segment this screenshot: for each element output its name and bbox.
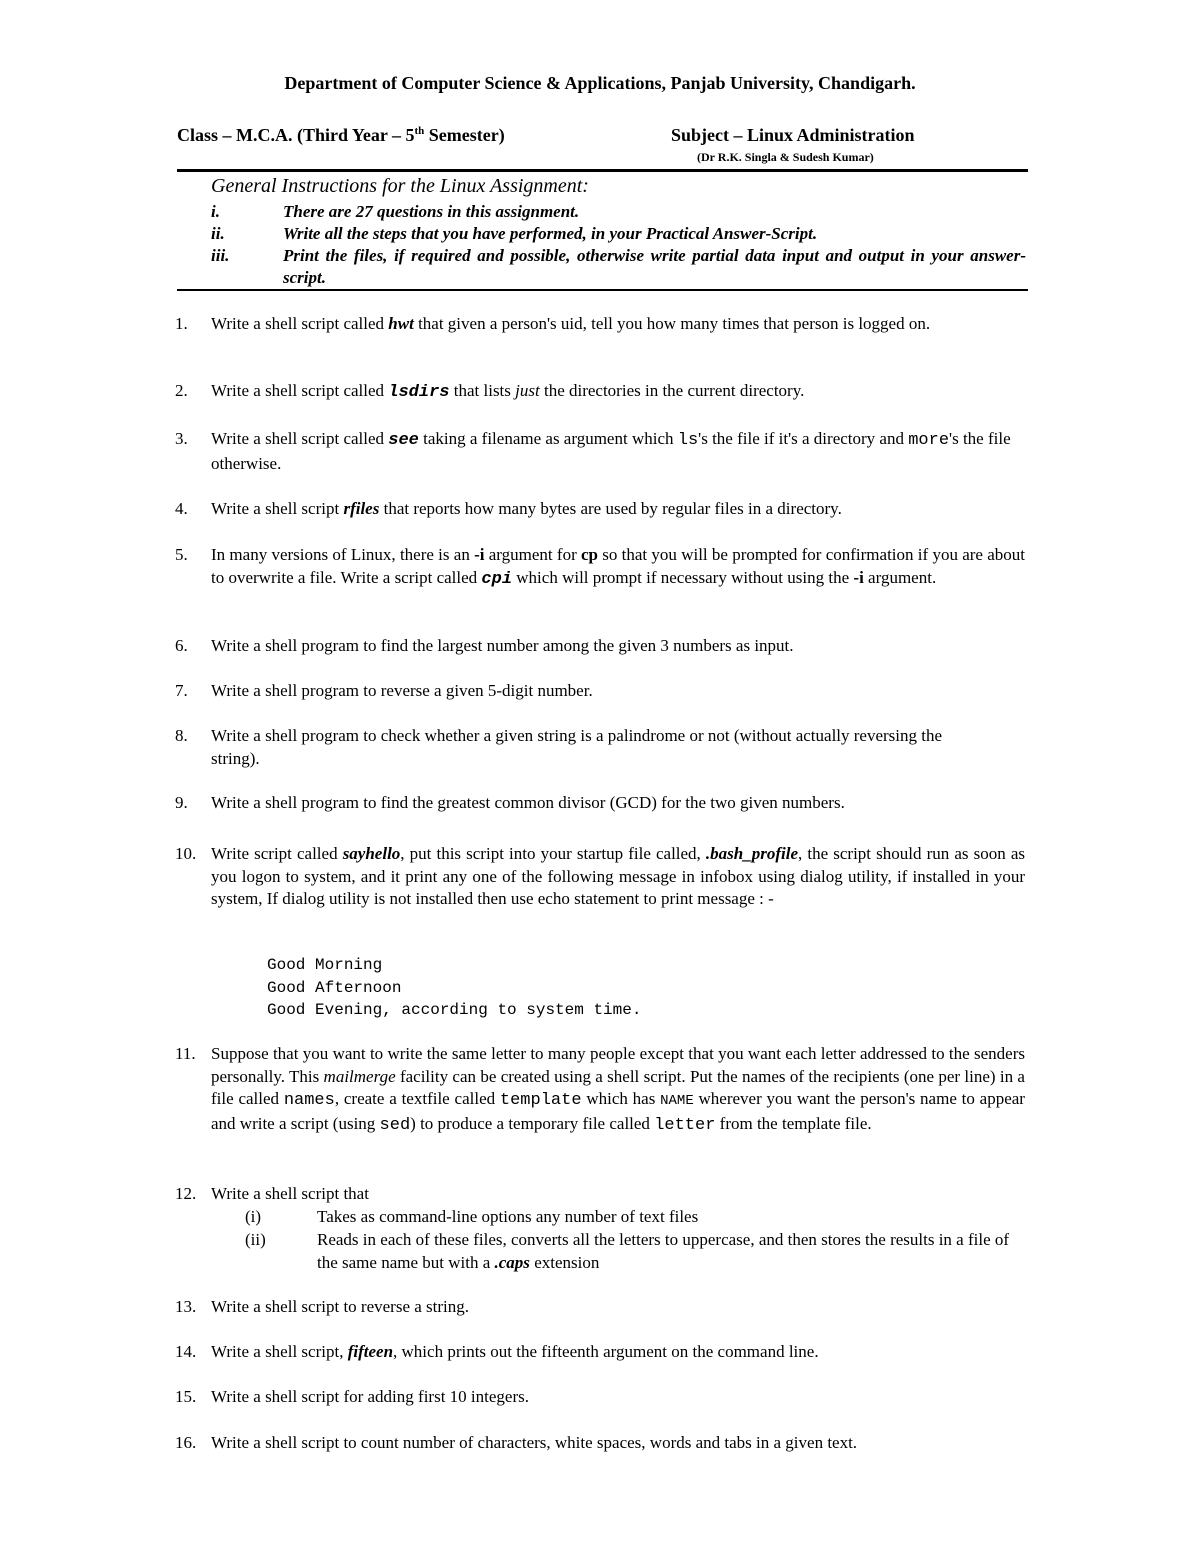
subject-label: Subject – Linux Administration xyxy=(671,125,915,145)
question-number: 1. xyxy=(175,314,188,333)
text-run: In many versions of Linux, there is an xyxy=(211,545,475,564)
greeting-line: Good Afternoon xyxy=(267,979,402,997)
question-number: 7. xyxy=(175,681,188,700)
command-name: cp xyxy=(581,545,599,564)
script-name: see xyxy=(388,431,419,450)
command-name: sed xyxy=(379,1115,411,1135)
question-number: 11. xyxy=(175,1044,196,1063)
text-run: that lists xyxy=(449,381,516,400)
question-10 xyxy=(175,843,1025,911)
text-run: taking a filename as argument which xyxy=(418,429,678,448)
sub-item-text xyxy=(317,1229,1025,1274)
question-15 xyxy=(175,1386,1025,1409)
question-number: 3. xyxy=(175,429,188,448)
text-run: that reports how many bytes are used by regular files in a directory. xyxy=(379,499,842,518)
question-text xyxy=(211,380,1025,405)
text-run: argument. xyxy=(863,567,937,587)
file-name: names xyxy=(283,1091,335,1110)
question-number: 6. xyxy=(175,636,188,655)
question-text xyxy=(211,1043,1025,1137)
question-7 xyxy=(175,680,1025,703)
question-8 xyxy=(175,725,975,770)
question-5 xyxy=(175,544,1025,591)
authors-label: (Dr R.K. Singla & Sudesh Kumar) xyxy=(697,150,874,164)
question-2 xyxy=(175,380,1025,405)
sub-item xyxy=(245,1206,1025,1229)
text-run: Write a shell script called xyxy=(211,381,389,400)
placeholder-token: NAME xyxy=(660,1093,694,1109)
question-number: 15. xyxy=(175,1387,197,1406)
question-11 xyxy=(175,1043,1025,1137)
question-text xyxy=(211,1341,1025,1364)
question-number: 4. xyxy=(175,499,188,518)
instruction-number: ii. xyxy=(211,224,225,243)
question-6 xyxy=(175,635,1025,658)
text-run: Suppose that you want to write the same letter to many people except that you want each letter addressed to the senders personally. This xyxy=(211,1044,1025,1086)
file-extension: .caps xyxy=(494,1252,530,1272)
question-number: 5. xyxy=(175,545,188,564)
question-4 xyxy=(175,498,1025,521)
greeting-line: Good Evening, according to system time. xyxy=(267,1001,642,1019)
instruction-item xyxy=(211,223,1026,245)
question-3 xyxy=(175,428,1025,475)
command-name: ls xyxy=(677,431,699,450)
command-name: more xyxy=(908,431,950,450)
script-name: sayhello xyxy=(342,844,401,863)
top-rule xyxy=(177,169,1028,172)
script-name: fifteen xyxy=(347,1342,394,1361)
script-name: rfiles xyxy=(343,499,380,518)
question-text: Write a shell program to find the largest number among the given 3 numbers as input. xyxy=(211,636,794,655)
question-text: Write a shell script for adding first 10 integers. xyxy=(211,1387,529,1406)
question-text xyxy=(211,843,1025,911)
question-text xyxy=(211,428,1025,475)
text-run: argument for xyxy=(484,545,582,564)
script-name: cpi xyxy=(481,569,513,589)
question-number: 9. xyxy=(175,793,188,812)
text-run: , the script should run as soon as you logon to system, and it print any one of the following message in infobox using dialog utility, if installed in your system, If dialog utility is not installed then use echo statement to print message : - xyxy=(211,844,1025,908)
sub-item-number: (i) xyxy=(245,1207,262,1226)
question-text xyxy=(211,498,1025,521)
instruction-text: There are 27 questions in this assignment. xyxy=(283,202,580,221)
text-run: the directories in the current directory. xyxy=(539,381,805,400)
emphasis-text: mailmerge xyxy=(323,1066,396,1086)
instruction-text: Print the files, if required and possible, otherwise write partial data input and output in your answer-script. xyxy=(283,246,1026,287)
question-14 xyxy=(175,1341,1025,1364)
text-run: ) to produce a temporary file called xyxy=(410,1113,655,1133)
script-name: hwt xyxy=(388,314,414,333)
department-heading: Department of Computer Science & Applications, Panjab University, Chandigarh. xyxy=(284,73,916,93)
text-run: facility can be created using a shell script. Put the names of the recipients (one per line) in a file called xyxy=(211,1066,1025,1108)
question-number: 8. xyxy=(175,726,188,745)
question-12 xyxy=(175,1183,1025,1206)
text-run: Write a shell script called xyxy=(211,314,389,333)
option-flag: -i xyxy=(853,567,864,587)
question-number: 16. xyxy=(175,1433,197,1452)
text-run: 's the file otherwise. xyxy=(211,429,1011,473)
instruction-item xyxy=(211,245,1026,289)
text-run: Write a shell script xyxy=(211,499,344,518)
script-name: lsdirs xyxy=(388,383,450,402)
text-run: Write script called xyxy=(211,844,343,863)
text-run: , which prints out the fifteenth argument on the command line. xyxy=(393,1342,819,1361)
question-number: 12. xyxy=(175,1184,197,1203)
question-text: Write a shell program to find the greatest common divisor (GCD) for the two given numbers. xyxy=(211,793,845,812)
text-run: which has xyxy=(581,1089,661,1108)
text-run: extension xyxy=(529,1252,600,1272)
file-name: template xyxy=(499,1091,582,1110)
sub-item xyxy=(245,1229,1025,1274)
question-1 xyxy=(175,313,1025,336)
question-text xyxy=(211,313,1025,336)
text-run: , put this script into your startup file called, xyxy=(400,844,706,863)
question-number: 2. xyxy=(175,381,188,400)
class-label xyxy=(177,125,505,146)
file-name: .bash_profile xyxy=(705,844,799,863)
option-flag: -i xyxy=(474,545,485,564)
question-text: Write a shell program to reverse a given 5-digit number. xyxy=(211,681,593,700)
question-13 xyxy=(175,1296,1025,1319)
text-run: that given a person's uid, tell you how many times that person is logged on. xyxy=(413,314,931,333)
text-run: so that you will be prompted for confirmation if you are about to overwrite a file. Write a script called xyxy=(211,545,1025,587)
text-run: wherever you want the person's name to appear and write a script (using xyxy=(211,1089,1025,1133)
question-9 xyxy=(175,792,1025,815)
question-number: 10. xyxy=(175,844,197,863)
class-superscript: th xyxy=(414,125,425,137)
class-suffix: Semester) xyxy=(424,125,505,145)
greeting-line: Good Morning xyxy=(267,956,383,974)
bottom-rule xyxy=(177,289,1028,291)
text-run: Write a shell script, xyxy=(211,1342,348,1361)
sub-item-text: Takes as command-line options any number of text files xyxy=(317,1207,699,1226)
file-name: letter xyxy=(654,1115,716,1135)
question-text: Write a shell script that xyxy=(211,1184,369,1203)
text-run: from the template file. xyxy=(715,1113,872,1133)
question-text: Write a shell script to count number of characters, white spaces, words and tabs in a given text. xyxy=(211,1433,858,1452)
text-run: , create a textfile called xyxy=(334,1089,500,1108)
text-run: Reads in each of these files, converts all the letters to uppercase, and then stores the results in a file of the same name but with a xyxy=(317,1230,1010,1272)
instruction-number: i. xyxy=(211,202,220,221)
question-text: Write a shell program to check whether a given string is a palindrome or not (without actually reversing the string). xyxy=(211,726,943,768)
question-text: Write a shell script to reverse a string. xyxy=(211,1297,470,1316)
instructions-title: General Instructions for the Linux Assignment: xyxy=(211,175,589,197)
question-16 xyxy=(175,1432,1025,1455)
question-text xyxy=(211,544,1025,591)
instruction-number: iii. xyxy=(211,246,230,265)
instruction-item xyxy=(211,201,1026,223)
instruction-text: Write all the steps that you have performed, in your Practical Answer-Script. xyxy=(283,224,818,243)
question-number: 14. xyxy=(175,1342,197,1361)
sub-item-number: (ii) xyxy=(245,1230,266,1249)
class-prefix: Class – M.C.A. (Third Year – 5 xyxy=(177,125,415,145)
emphasis-text: just xyxy=(515,381,540,400)
text-run: 's the file if it's a directory and xyxy=(698,429,909,448)
question-number: 13. xyxy=(175,1297,197,1316)
text-run: Write a shell script called xyxy=(211,429,389,448)
text-run: which will prompt if necessary without using the xyxy=(512,567,854,587)
